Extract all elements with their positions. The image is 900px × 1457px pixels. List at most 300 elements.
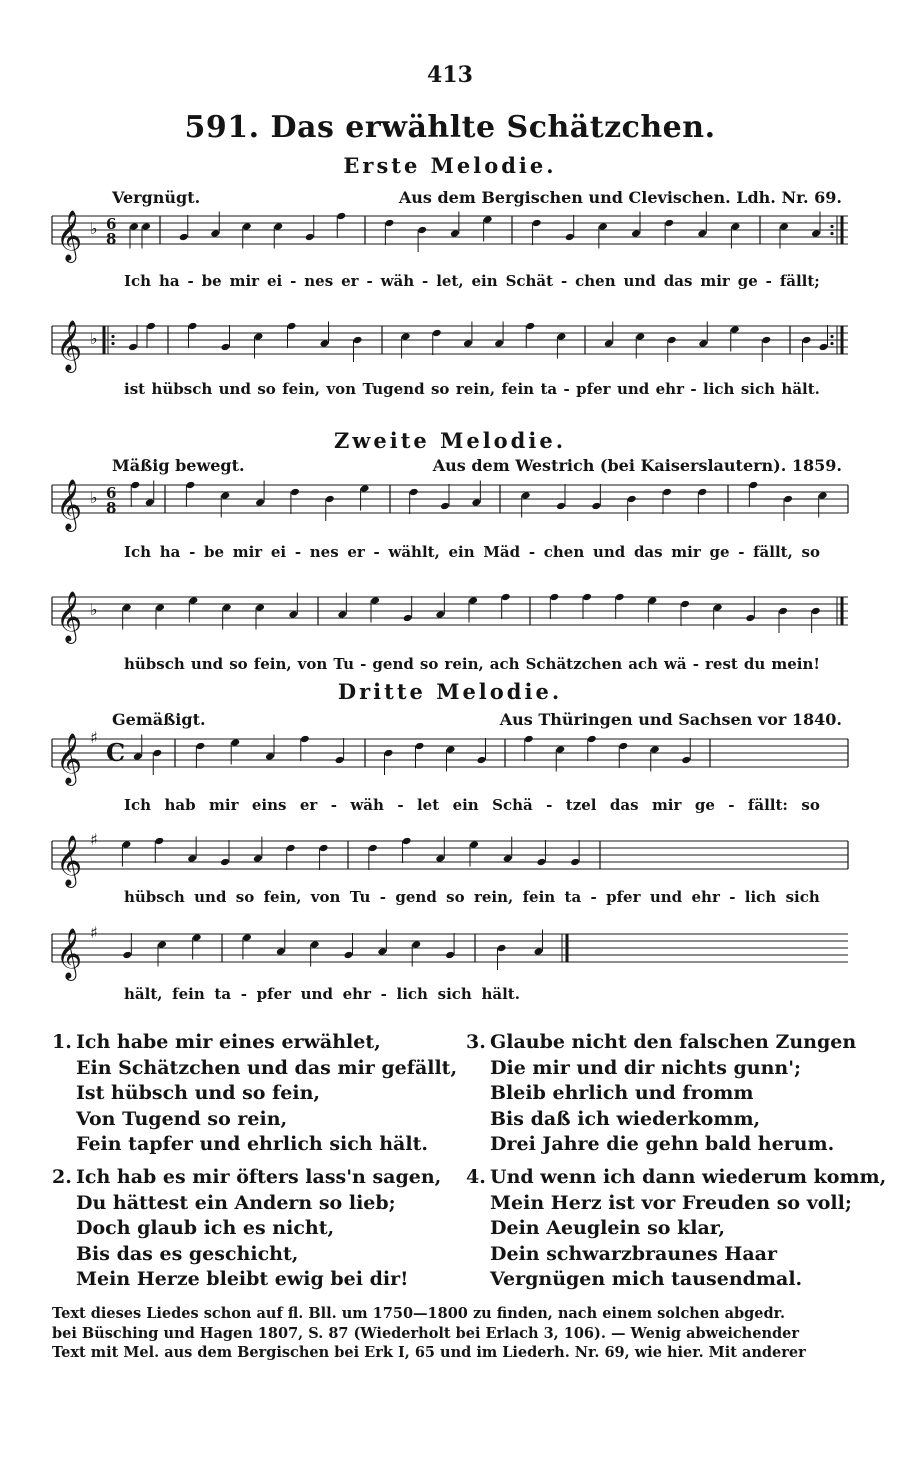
note-head — [615, 593, 625, 602]
lyric-syllable: so — [801, 796, 820, 814]
lyric-syllable: - — [738, 543, 745, 561]
tempo-marking: Mäßig bewegt. — [112, 456, 245, 475]
note-head — [627, 495, 637, 504]
note-head — [273, 222, 283, 231]
note-head — [783, 495, 793, 504]
note-head — [587, 735, 597, 744]
lyric-syllable: fein — [522, 888, 556, 906]
note-head — [254, 332, 264, 341]
lyric-syllable: fein, — [282, 380, 321, 398]
verse-text: Ich hab es mir öfters lass'n sagen, — [76, 1165, 442, 1188]
footnote — [52, 1304, 852, 1363]
sharp-icon: ♯ — [90, 923, 98, 942]
lyric-syllable: - — [330, 796, 337, 814]
lyric-syllable: ha — [159, 543, 181, 561]
note-head — [697, 229, 707, 238]
lyric-syllable: Schä — [492, 796, 533, 814]
note-head — [432, 329, 442, 338]
lyric-syllable: - — [690, 380, 697, 398]
lyric-syllable: so — [257, 380, 276, 398]
treble-clef-icon: 𝄞 — [56, 210, 83, 261]
lyric-syllable: und — [623, 272, 656, 290]
lyric-syllable: - — [294, 543, 302, 561]
note-head — [525, 322, 535, 331]
note-head — [680, 600, 690, 609]
lyric-syllable: - — [422, 272, 429, 290]
verse-text: Doch glaub ich es nicht, — [76, 1217, 335, 1240]
note-head — [146, 322, 156, 331]
lyric-syllable: let, — [436, 272, 464, 290]
lyric-syllable: hält, — [124, 985, 163, 1003]
lyric-syllable: rein, — [444, 655, 484, 673]
common-time-icon: C — [106, 738, 126, 767]
lyric-syllable: nes — [304, 272, 334, 290]
lyric-syllable: und — [592, 543, 626, 561]
note-head — [276, 947, 286, 956]
verse-line — [52, 1081, 457, 1107]
note-head — [133, 752, 143, 761]
verse-text: Du hättest ein Andern so lieb; — [76, 1191, 396, 1214]
song-name: Das erwählte Schätzchen. — [270, 110, 716, 145]
lyric-syllable: chen — [543, 543, 585, 561]
lyric-syllable: gend — [395, 888, 437, 906]
lyric-syllable: er — [299, 796, 318, 814]
note-head — [761, 336, 771, 345]
music-staff — [0, 721, 900, 791]
lyric-syllable: ein — [471, 272, 498, 290]
lyric-syllable: - — [189, 543, 196, 561]
note-head — [779, 222, 789, 231]
lyric-syllable: - — [397, 796, 404, 814]
note-head — [337, 610, 347, 619]
footnote-line: Text mit Mel. aus dem Bergischen bei Erk I, 65 und im Liederh. Nr. 69, wie hier. Mit anderer — [52, 1344, 806, 1361]
lyric-syllable: ehr — [342, 985, 371, 1003]
lyric-syllable: rest — [705, 655, 738, 673]
verse-line — [52, 1107, 457, 1133]
lyric-syllable: fein — [172, 985, 205, 1003]
note-head — [344, 951, 354, 960]
lyric-syllable: das — [663, 272, 693, 290]
lyric-syllable: ein — [448, 543, 475, 561]
lyric-syllable: so — [801, 543, 820, 561]
verse-line — [466, 1242, 886, 1268]
note-head — [319, 844, 329, 853]
lyric-syllable: tzel — [565, 796, 597, 814]
time-signature-bottom: 8 — [106, 499, 117, 517]
note-head — [286, 844, 296, 853]
song-number: 591. — [184, 110, 260, 145]
lyric-syllable: das — [633, 543, 663, 561]
tempo-marking: Gemäßigt. — [112, 710, 206, 729]
note-head — [141, 222, 151, 231]
lyric-syllable: wählt, — [388, 543, 440, 561]
verse-line — [52, 1165, 457, 1191]
note-head — [155, 603, 165, 612]
note-head — [179, 233, 189, 242]
lyric-syllable: - — [373, 543, 380, 561]
note-head — [154, 837, 164, 846]
note-head — [370, 596, 380, 605]
lyric-syllable: - — [290, 272, 297, 290]
note-head — [811, 607, 821, 616]
lyric-syllable: - — [765, 272, 772, 290]
verse-line — [52, 1216, 457, 1242]
note-head — [521, 491, 531, 500]
lyric-syllable: hübsch — [124, 888, 185, 906]
lyric-syllable: das — [609, 796, 639, 814]
note-head — [152, 749, 162, 758]
note-head — [325, 495, 335, 504]
verse-line — [52, 1267, 457, 1293]
verse-text: Drei Jahre die gehn bald herum. — [490, 1133, 835, 1156]
note-head — [242, 222, 252, 231]
note-head — [697, 488, 707, 497]
verse-text: Bis daß ich wiederkomm, — [490, 1107, 761, 1130]
lyric-syllable: fällt, — [753, 543, 793, 561]
lyric-syllable: be — [203, 543, 225, 561]
note-head — [402, 837, 412, 846]
treble-clef-icon: 𝄞 — [56, 733, 83, 784]
note-head — [210, 229, 220, 238]
verse-3 — [466, 1030, 886, 1158]
note-head — [445, 951, 455, 960]
lyric-syllable: sich — [740, 380, 776, 398]
lyric-syllable: von — [297, 655, 328, 673]
lyric-syllable: pfer — [606, 888, 641, 906]
footnote-line: Text dieses Liedes schon auf fl. Bll. um 1750—1800 zu finden, nach einem solchen abgedr. — [52, 1305, 786, 1322]
lyric-syllable: Ich — [124, 796, 152, 814]
note-head — [368, 844, 378, 853]
lyric-syllable: ta — [540, 380, 558, 398]
lyric-syllable: hält. — [781, 380, 820, 398]
lyric-syllable: fein, — [263, 888, 302, 906]
note-head — [220, 491, 230, 500]
verse-text: Ein Schätzchen und das mir gefällt, — [76, 1056, 458, 1079]
sharp-icon: ♯ — [90, 830, 98, 849]
treble-clef-icon: 𝄞 — [56, 928, 83, 979]
note-head — [446, 745, 456, 754]
lyric-syllable: du — [743, 655, 766, 673]
verse-line — [466, 1056, 886, 1082]
lyric-syllable: let — [416, 796, 440, 814]
lyric-syllable: hält. — [481, 985, 520, 1003]
lyric-syllable: - — [240, 985, 247, 1003]
verse-line — [52, 1030, 457, 1056]
note-head — [360, 484, 370, 493]
note-head — [411, 940, 421, 949]
note-head — [536, 858, 546, 867]
note-head — [570, 858, 580, 867]
lyric-syllable: lich — [703, 380, 735, 398]
note-head — [188, 322, 198, 331]
note-head — [255, 603, 265, 612]
lyric-syllable: so — [419, 655, 439, 673]
lyric-syllable: mir — [209, 796, 239, 814]
lyric-syllable: von — [310, 888, 341, 906]
verse-text: Die mir und dir nichts gunn'; — [490, 1056, 802, 1079]
lyric-syllable: ach — [489, 655, 520, 673]
sharp-icon: ♯ — [90, 728, 98, 747]
verse-line — [466, 1081, 886, 1107]
note-head — [121, 840, 131, 849]
note-head — [819, 343, 829, 352]
lyric-syllable: fein — [501, 380, 535, 398]
note-head — [647, 596, 657, 605]
treble-clef-icon: 𝄞 — [56, 835, 83, 886]
lyric-syllable: mir — [700, 272, 730, 290]
lyric-syllable: - — [528, 543, 536, 561]
note-head — [463, 339, 473, 348]
verse-text: Von Tugend so rein, — [76, 1107, 288, 1130]
note-head — [662, 488, 672, 497]
note-head — [503, 854, 513, 863]
verse-number: 4. — [466, 1165, 486, 1188]
verse-line — [466, 1216, 886, 1242]
lyric-syllable: eins — [251, 796, 287, 814]
note-head — [591, 502, 601, 511]
note-head — [468, 596, 478, 605]
lyric-syllable: und — [616, 380, 650, 398]
note-head — [384, 749, 394, 758]
lyric-syllable: chen — [575, 272, 616, 290]
note-head — [730, 222, 740, 231]
note-head — [435, 854, 445, 863]
lyric-syllable: sich — [785, 888, 820, 906]
lyric-syllable: so — [446, 888, 465, 906]
verse-text: Mein Herz ist vor Freuden so voll; — [490, 1191, 852, 1214]
note-head — [320, 339, 330, 348]
lyric-syllable: - — [380, 985, 387, 1003]
lyric-syllable: gend — [372, 655, 414, 673]
note-head — [681, 756, 691, 765]
lyric-syllable: ha — [158, 272, 180, 290]
note-head — [565, 233, 575, 242]
flat-icon: ♭ — [90, 329, 98, 348]
verse-column-left — [52, 1030, 457, 1293]
note-head — [230, 738, 240, 747]
lyric-syllable: - — [729, 888, 736, 906]
note-head — [377, 947, 387, 956]
music-staff — [0, 198, 900, 268]
lyric-syllable: Schät — [505, 272, 554, 290]
lyric-syllable: rein, — [455, 380, 496, 398]
verse-line — [466, 1030, 886, 1056]
note-head — [222, 603, 232, 612]
verse-line — [466, 1267, 886, 1293]
lyric-syllable: pfer — [576, 380, 611, 398]
note-head — [305, 233, 315, 242]
note-head — [188, 596, 198, 605]
lyric-syllable: rein, — [473, 888, 514, 906]
note-head — [664, 219, 674, 228]
treble-clef-icon: 𝄞 — [56, 320, 83, 371]
lyric-syllable: und — [194, 888, 227, 906]
lyric-syllable: ehr — [691, 888, 720, 906]
note-head — [185, 481, 195, 490]
melody-title: Erste Melodie. — [343, 153, 557, 178]
note-head — [748, 481, 758, 490]
flat-icon: ♭ — [90, 488, 98, 507]
note-head — [384, 219, 394, 228]
verse-text: Und wenn ich dann wiederum komm, — [490, 1165, 887, 1188]
note-head — [469, 840, 479, 849]
lyrics-line — [124, 380, 820, 398]
note-head — [497, 944, 507, 953]
verse-line — [466, 1107, 886, 1133]
note-head — [477, 756, 487, 765]
note-head — [650, 745, 660, 754]
note-head — [409, 488, 419, 497]
note-head — [128, 343, 138, 352]
melody-origin: Aus Thüringen und Sachsen vor 1840. — [499, 710, 842, 729]
note-head — [582, 593, 592, 602]
melody-title: Dritte Melodie. — [337, 679, 563, 704]
note-head — [534, 947, 544, 956]
verse-line — [52, 1191, 457, 1217]
lyric-syllable: ach — [628, 655, 658, 673]
note-head — [335, 756, 345, 765]
note-head — [730, 325, 740, 334]
note-head — [265, 752, 275, 761]
lyric-syllable: Ich — [124, 272, 152, 290]
verse-line — [466, 1191, 886, 1217]
note-head — [300, 735, 310, 744]
note-head — [187, 854, 197, 863]
lyric-syllable: be — [201, 272, 222, 290]
melody-title: Zweite Melodie. — [333, 428, 567, 453]
note-head — [401, 332, 411, 341]
lyric-syllable: wäh — [380, 272, 415, 290]
note-head — [242, 933, 252, 942]
lyric-syllable: Schätzchen — [525, 655, 623, 673]
lyric-syllable: Tu — [333, 655, 355, 673]
note-head — [524, 735, 534, 744]
note-head — [192, 933, 202, 942]
music-staff — [0, 467, 900, 537]
note-head — [417, 226, 427, 235]
lyric-syllable: wä — [664, 655, 687, 673]
verse-number: 2. — [52, 1165, 72, 1188]
note-head — [403, 614, 413, 623]
time-signature-top: 6 — [106, 484, 117, 502]
lyric-syllable: - — [728, 796, 735, 814]
verse-text: Dein Aeuglein so klar, — [490, 1217, 726, 1240]
lyric-syllable: ist — [124, 380, 146, 398]
note-head — [667, 336, 677, 345]
lyric-syllable: mir — [232, 543, 263, 561]
note-head — [532, 219, 542, 228]
lyric-syllable: und — [649, 888, 683, 906]
note-head — [145, 498, 155, 507]
note-head — [122, 603, 132, 612]
verse-number: 3. — [466, 1031, 486, 1053]
note-head — [220, 858, 230, 867]
lyric-syllable: ge — [737, 272, 758, 290]
lyric-syllable: Tu — [349, 888, 371, 906]
lyrics-line — [124, 272, 820, 290]
note-head — [122, 951, 132, 960]
note-head — [450, 229, 460, 238]
verse-line — [466, 1165, 886, 1191]
note-head — [745, 614, 755, 623]
music-staff — [0, 916, 900, 986]
lyric-syllable: - — [563, 380, 570, 398]
note-head — [818, 491, 828, 500]
lyric-syllable: und — [300, 985, 333, 1003]
note-head — [440, 502, 450, 511]
note-head — [598, 222, 608, 231]
time-signature-top: 6 — [106, 215, 117, 233]
note-head — [288, 610, 298, 619]
verse-line — [466, 1132, 886, 1158]
verse-text: Fein tapfer und ehrlich sich hält. — [76, 1133, 428, 1156]
verse-line — [52, 1242, 457, 1268]
lyrics-line — [124, 655, 820, 673]
lyric-syllable: so — [430, 380, 450, 398]
note-head — [255, 498, 265, 507]
note-head — [129, 222, 139, 231]
lyric-syllable: - — [590, 888, 597, 906]
lyric-syllable: - — [546, 796, 553, 814]
note-head — [811, 229, 821, 238]
lyric-syllable: ta — [214, 985, 232, 1003]
lyric-syllable: fällt: — [747, 796, 788, 814]
verse-text: Bis das es geschicht, — [76, 1242, 299, 1265]
note-head — [435, 610, 445, 619]
verse-4 — [466, 1165, 886, 1293]
note-head — [631, 229, 641, 238]
note-head — [713, 603, 723, 612]
lyric-syllable: Mäd — [483, 543, 521, 561]
lyric-syllable: lich — [744, 888, 777, 906]
note-head — [471, 498, 481, 507]
treble-clef-icon: 𝄞 — [56, 479, 83, 530]
lyric-syllable: - — [360, 655, 367, 673]
song-title — [0, 110, 900, 145]
lyric-syllable: fein, — [253, 655, 292, 673]
note-head — [253, 854, 263, 863]
lyric-syllable: - — [692, 655, 699, 673]
note-head — [483, 215, 493, 224]
lyric-syllable: - — [561, 272, 568, 290]
tempo-marking: Vergnügt. — [112, 188, 201, 207]
lyric-syllable: ein — [452, 796, 479, 814]
lyrics-line — [124, 796, 820, 814]
flat-icon: ♭ — [90, 219, 98, 238]
lyric-syllable: - — [366, 272, 373, 290]
note-head — [501, 593, 511, 602]
lyric-syllable: pfer — [256, 985, 291, 1003]
verse-text: Mein Herze bleibt ewig bei dir! — [76, 1268, 409, 1291]
verse-line — [52, 1132, 457, 1158]
lyric-syllable: Tugend — [362, 380, 425, 398]
note-head — [556, 502, 566, 511]
verse-line — [52, 1056, 457, 1082]
note-head — [698, 339, 708, 348]
lyric-syllable: so — [229, 655, 248, 673]
verse-1 — [52, 1030, 457, 1158]
treble-clef-icon: 𝄞 — [56, 591, 83, 642]
lyric-syllable: lich — [396, 985, 428, 1003]
lyric-syllable: sich — [437, 985, 472, 1003]
lyric-syllable: er — [347, 543, 365, 561]
lyric-syllable: ge — [709, 543, 730, 561]
lyric-syllable: nes — [309, 543, 339, 561]
lyric-syllable: ei — [270, 543, 287, 561]
lyric-syllable: - — [379, 888, 387, 906]
verse-text: Ich habe mir eines erwählet, — [76, 1031, 381, 1053]
verse-2 — [52, 1165, 457, 1293]
